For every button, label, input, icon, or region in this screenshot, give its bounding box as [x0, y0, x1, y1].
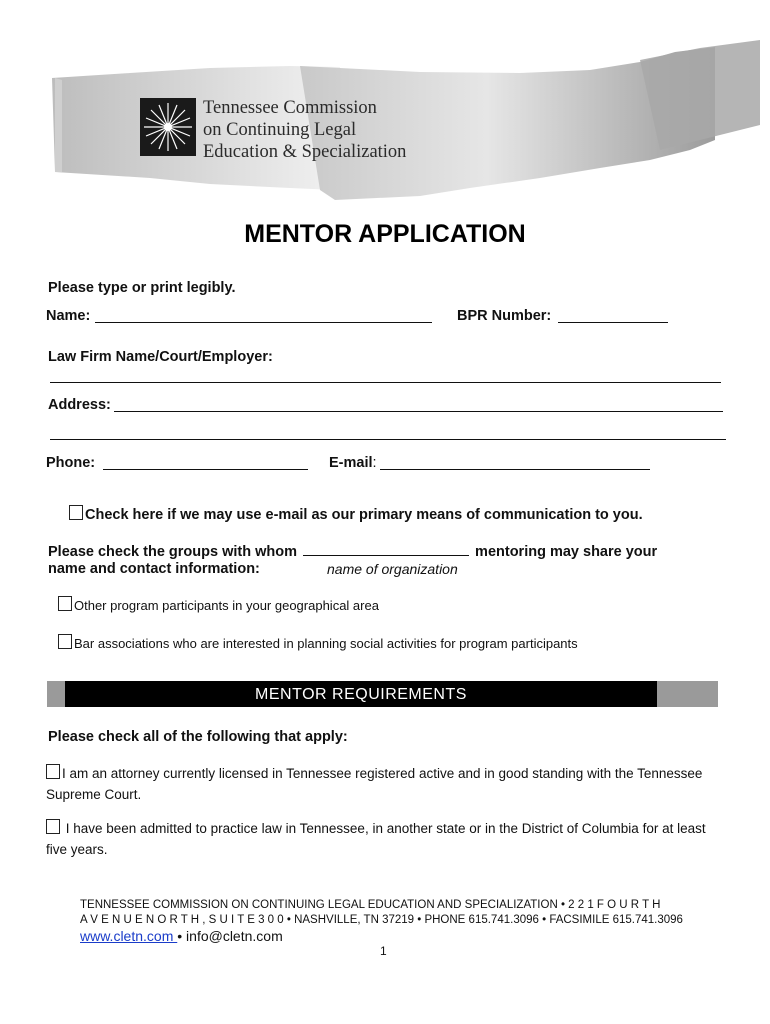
name-field[interactable] — [95, 322, 432, 323]
share-option-2-checkbox[interactable] — [58, 634, 72, 649]
requirement-item-2 — [46, 818, 746, 860]
address-field-line-2[interactable] — [50, 439, 726, 440]
bpr-label: BPR Number: — [457, 308, 552, 324]
footer — [80, 898, 700, 946]
requirement-2-text-b: five years. — [46, 842, 108, 857]
share-option-1 — [58, 596, 379, 613]
organization-hint: name of organization — [327, 561, 458, 577]
address-field-line-1[interactable] — [114, 411, 723, 412]
footer-email: • info@cletn.com — [177, 928, 283, 944]
firm-label: Law Firm Name/Court/Employer: — [48, 349, 273, 365]
requirements-prompt: Please check all of the following that apply: — [48, 729, 348, 745]
logo-text — [203, 97, 406, 163]
email-label-colon: : — [372, 455, 377, 471]
page-title: MENTOR APPLICATION — [244, 220, 526, 248]
requirement-1-text-a: I am an attorney currently licensed in Tennessee registered active and in good standing with the Tennessee — [62, 766, 703, 781]
page-number: 1 — [380, 944, 387, 958]
requirement-2-checkbox[interactable] — [46, 819, 60, 834]
phone-label: Phone: — [46, 455, 96, 471]
share-question-line-2: name and contact information: — [48, 561, 260, 577]
address-label: Address: — [48, 397, 111, 413]
footer-line-2: A V E N U E N O R T H , S U I T E 3 0 0 • NASHVILLE, TN 37219 • PHONE 615.741.3096 • FACSIMILE 615.741.3096 — [80, 914, 683, 926]
share-option-2-text: Bar associations who are interested in planning social activities for program participants — [74, 636, 578, 651]
header-banner — [0, 0, 770, 215]
share-question-line-1 — [48, 543, 657, 560]
logo-line-2: on Continuing Legal — [203, 120, 357, 140]
organization-field[interactable] — [303, 543, 469, 556]
email-label — [329, 455, 377, 471]
email-consent-row — [69, 505, 643, 523]
logo-line-3: Education & Specialization — [203, 142, 407, 162]
requirement-2-text-a: I have been admitted to practice law in Tennessee, in another state or in the District of Columbia for at least — [62, 821, 706, 836]
footer-line-1: TENNESSEE COMMISSION ON CONTINUING LEGAL EDUCATION AND SPECIALIZATION • 2 2 1 F O U R T H — [80, 899, 661, 911]
logo-line-1: Tennessee Commission — [203, 98, 377, 118]
footer-contact — [80, 929, 700, 946]
email-label-text: E-mail — [329, 455, 373, 471]
logo-mark — [140, 98, 196, 156]
email-consent-text: Check here if we may use e-mail as our primary means of communication to you. — [85, 507, 643, 523]
website-link[interactable]: www.cletn.com — [80, 928, 178, 944]
requirements-header: MENTOR REQUIREMENTS — [65, 681, 657, 707]
share-option-1-checkbox[interactable] — [58, 596, 72, 611]
phone-field[interactable] — [103, 469, 308, 470]
instructions: Please type or print legibly. — [48, 280, 236, 296]
share-option-1-text: Other program participants in your geographical area — [74, 598, 379, 613]
share-option-2 — [58, 634, 578, 651]
name-label: Name: — [46, 308, 91, 324]
requirements-header-bar — [47, 681, 718, 707]
share-text-b: mentoring may share your — [475, 544, 658, 560]
requirement-1-checkbox[interactable] — [46, 764, 60, 779]
firm-field[interactable] — [50, 382, 721, 383]
requirement-item-1 — [46, 763, 736, 805]
bpr-number-field[interactable] — [558, 322, 668, 323]
email-field[interactable] — [380, 469, 650, 470]
share-text-a: Please check the groups with whom — [48, 544, 297, 560]
starburst-logo-icon — [140, 98, 196, 156]
requirement-1-text-b: Supreme Court. — [46, 787, 142, 802]
email-consent-checkbox[interactable] — [69, 505, 83, 520]
